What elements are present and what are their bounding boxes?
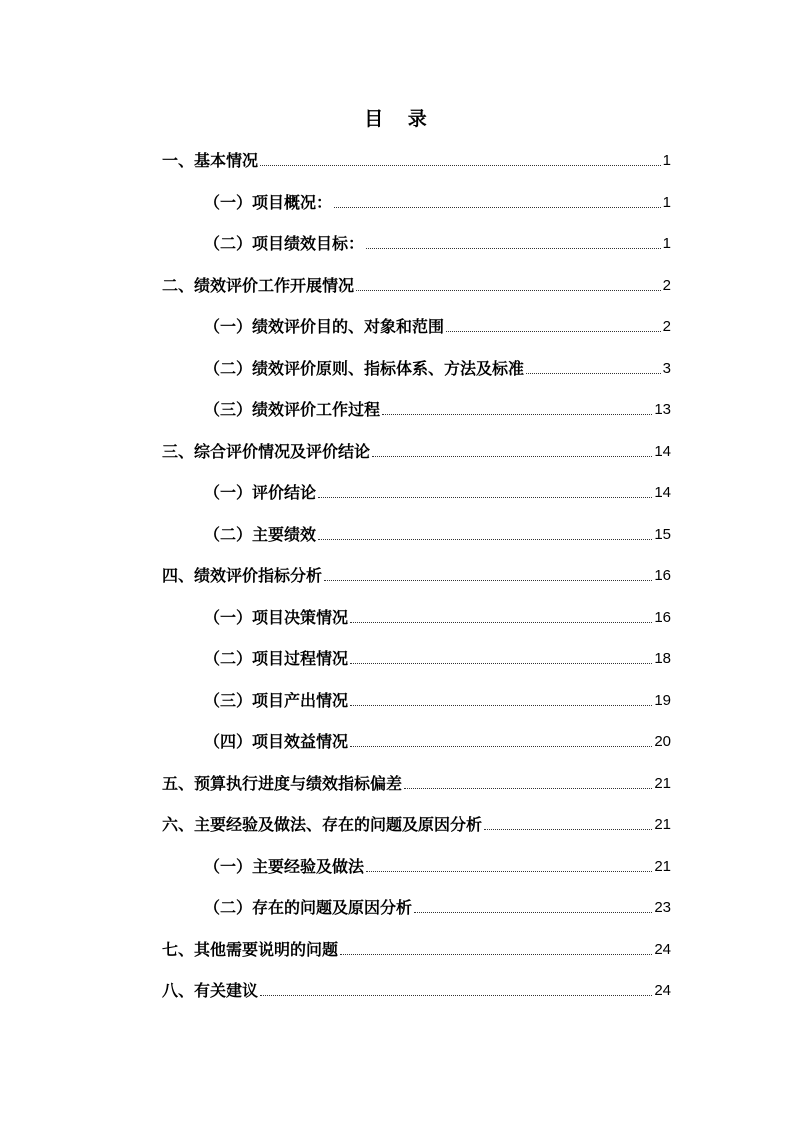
toc-entry-page: 19 xyxy=(654,692,671,709)
toc-entry-page: 16 xyxy=(654,567,671,584)
toc-entry-label: （一）评价结论 xyxy=(204,483,317,502)
toc-entry[interactable] xyxy=(162,936,671,960)
dot-leader xyxy=(526,373,661,374)
dot-leader xyxy=(340,954,652,955)
toc-entry-page: 3 xyxy=(662,360,671,377)
dot-leader xyxy=(260,165,661,166)
toc-entry-label: 八、有关建议 xyxy=(162,981,259,1000)
toc-entry-label: （二）绩效评价原则、指标体系、方法及标准 xyxy=(204,359,525,378)
toc-entry-label: （三）绩效评价工作过程 xyxy=(204,400,381,419)
dot-leader xyxy=(350,705,652,706)
toc-entry[interactable] xyxy=(162,272,671,296)
toc-title: 目 录 xyxy=(364,108,429,130)
toc-entry-page: 1 xyxy=(662,194,671,211)
toc-entry[interactable] xyxy=(162,770,671,794)
toc-entry-page: 2 xyxy=(662,318,671,335)
toc-entry-label: （二）主要绩效 xyxy=(204,525,317,544)
toc-entry-label: （四）项目效益情况 xyxy=(204,732,349,751)
toc-entry-page: 24 xyxy=(654,941,671,958)
dot-leader xyxy=(382,414,652,415)
toc-entry-page: 20 xyxy=(654,733,671,750)
toc-entry-label: （一）项目概况： xyxy=(204,193,333,212)
dot-leader xyxy=(366,248,661,249)
toc-entry[interactable] xyxy=(204,396,671,420)
toc-entry[interactable] xyxy=(204,230,671,254)
toc-entry-label: 五、预算执行进度与绩效指标偏差 xyxy=(162,774,403,793)
toc-entry-page: 13 xyxy=(654,401,671,418)
dot-leader xyxy=(414,912,652,913)
toc-entry-label: （三）项目产出情况 xyxy=(204,691,349,710)
dot-leader xyxy=(404,788,652,789)
toc-entry[interactable] xyxy=(204,894,671,918)
dot-leader xyxy=(350,622,652,623)
toc-entry[interactable] xyxy=(204,687,671,711)
dot-leader xyxy=(260,995,652,996)
toc-entry[interactable] xyxy=(204,853,671,877)
toc-entry-page: 21 xyxy=(654,775,671,792)
dot-leader xyxy=(334,207,661,208)
toc-entry[interactable] xyxy=(162,977,671,1001)
toc-entry-label: 四、绩效评价指标分析 xyxy=(162,566,323,585)
dot-leader xyxy=(366,871,652,872)
toc-entry[interactable] xyxy=(204,645,671,669)
toc-entry-label: （一）项目决策情况 xyxy=(204,608,349,627)
toc-entry-label: （二）项目过程情况 xyxy=(204,649,349,668)
toc-entry-page: 14 xyxy=(654,443,671,460)
toc-entry-page: 18 xyxy=(654,650,671,667)
toc-entry-page: 24 xyxy=(654,982,671,999)
toc-entry-label: （二）项目绩效目标： xyxy=(204,234,365,253)
toc-entry[interactable] xyxy=(162,438,671,462)
toc-entry-page: 1 xyxy=(662,152,671,169)
dot-leader xyxy=(324,580,652,581)
dot-leader xyxy=(350,746,652,747)
toc-entry[interactable] xyxy=(204,313,671,337)
toc-entry[interactable] xyxy=(162,147,671,171)
toc-entry[interactable] xyxy=(162,811,671,835)
toc-entry[interactable] xyxy=(162,562,671,586)
toc-entry-label: （一）主要经验及做法 xyxy=(204,857,365,876)
toc-entry-page: 1 xyxy=(662,235,671,252)
toc-entry-page: 16 xyxy=(654,609,671,626)
toc-entry[interactable] xyxy=(204,355,671,379)
toc-entry[interactable] xyxy=(204,604,671,628)
toc-entry-label: 六、主要经验及做法、存在的问题及原因分析 xyxy=(162,815,483,834)
dot-leader xyxy=(318,497,652,498)
toc-entry-page: 15 xyxy=(654,526,671,543)
toc-entry[interactable] xyxy=(204,479,671,503)
toc-entry-label: （二）存在的问题及原因分析 xyxy=(204,898,413,917)
toc-entry-label: 七、其他需要说明的问题 xyxy=(162,940,339,959)
toc-entry[interactable] xyxy=(204,728,671,752)
toc-entry-page: 2 xyxy=(662,277,671,294)
dot-leader xyxy=(446,331,661,332)
toc-entry[interactable] xyxy=(204,189,671,213)
toc-entry-page: 23 xyxy=(654,899,671,916)
dot-leader xyxy=(484,829,652,830)
dot-leader xyxy=(318,539,652,540)
toc-entry-label: 三、综合评价情况及评价结论 xyxy=(162,442,371,461)
dot-leader xyxy=(372,456,652,457)
toc-entry-page: 21 xyxy=(654,816,671,833)
toc-entry[interactable] xyxy=(204,521,671,545)
toc-entry-label: 一、基本情况 xyxy=(162,151,259,170)
toc-entry-page: 21 xyxy=(654,858,671,875)
toc-entry-page: 14 xyxy=(654,484,671,501)
dot-leader xyxy=(356,290,661,291)
toc-entry-label: （一）绩效评价目的、对象和范围 xyxy=(204,317,445,336)
dot-leader xyxy=(350,663,652,664)
toc-entry-label: 二、绩效评价工作开展情况 xyxy=(162,276,355,295)
